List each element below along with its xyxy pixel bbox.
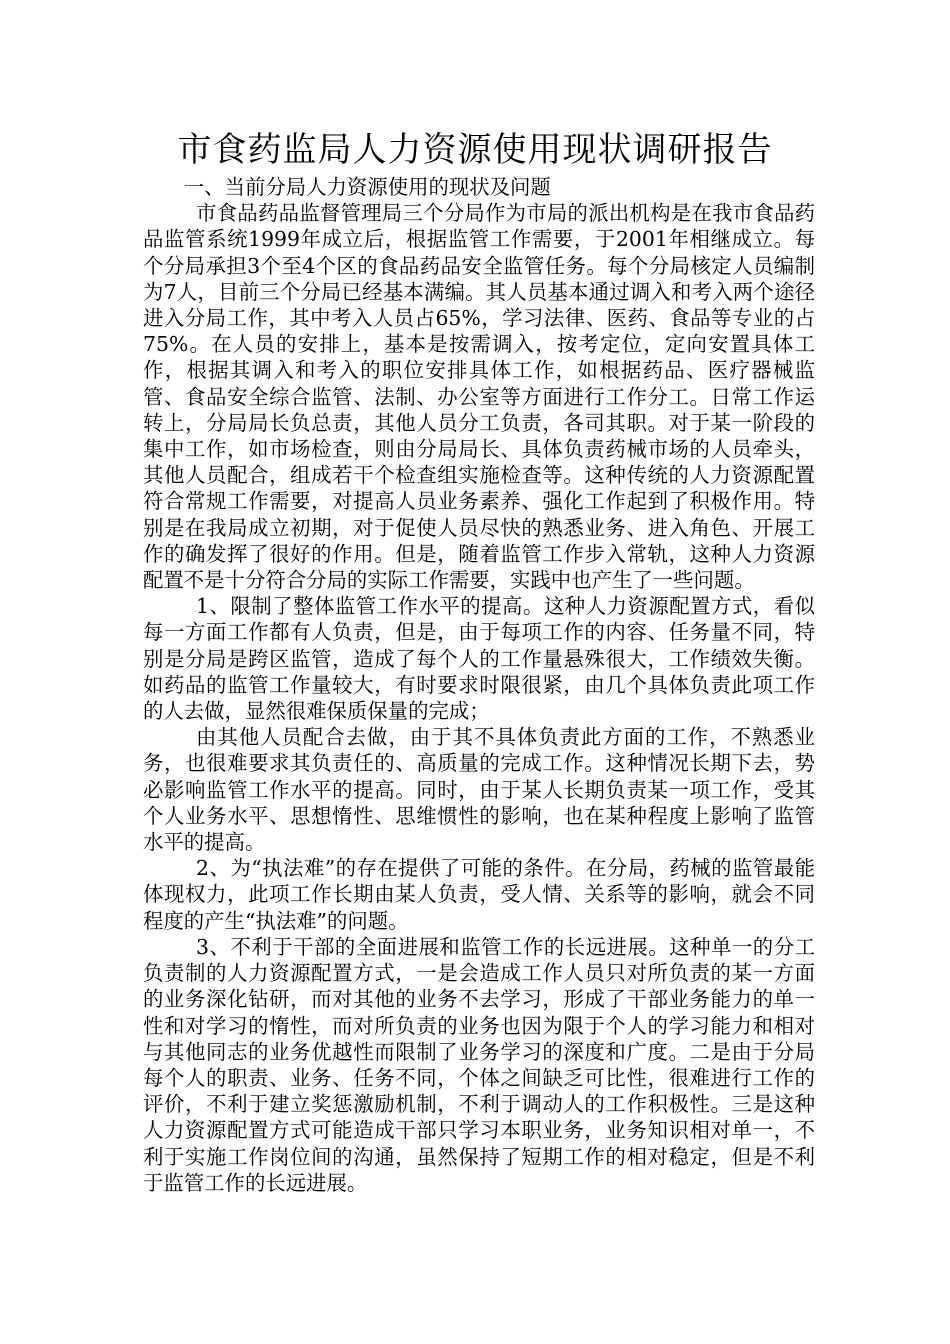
paragraph-status-overview: 市食品药品监督管理局三个分局作为市局的派出机构是在我市食品药品监管系统1999年成立后，根据监管工作需要，于2001年相继成立。每个分局承担3个至4个区的食品药品安全监管任务。每个分局核定人员编制为7人，目前三个分局已经基本满编。其人员基本通过调入和考入两个途径进入分局工作，其中考入人员占65%，学习法律、医药、食品等专业的占75%。在人员的安排上，基本是按需调入，按考定位，定向安置具体工作，根据其调入和考入的职位安排具体工作，如根据药品、医疗器械监管、食品安全综合监管、法制、办公室等方面进行工作分工。日常工作运转上，分局局长负总责，其他人员分工负责，各司其职。对于某一阶段的集中工作，如市场检查，则由分局局长、具体负责药械市场的人员牵头，其他人员配合，组成若干个检查组实施检查等。这种传统的人力资源配置符合常规工作需要，对提高人员业务素养、强化工作起到了积极作用。特别是在我局成立初期，对于促使人员尽快的熟悉业务、进入角色、开展工作的确发挥了很好的作用。但是，随着监管工作步入常轨，这种人力资源配置不是十分符合分局的实际工作需要，实践中也产生了一些问题。 <box>143 201 815 593</box>
section-heading: 一、当前分局人力资源使用的现状及问题 <box>183 175 551 199</box>
document-body <box>143 174 815 1196</box>
document-title: 市食药监局人力资源使用现状调研报告 <box>177 130 773 170</box>
paragraph-problem-2: 2、为“执法难”的存在提供了可能的条件。在分局，药械的监管最能体现权力，此项工作长期由某人负责，受人情、关系等的影响，就会不同程度的产生“执法难”的问题。 <box>143 856 815 933</box>
paragraph-problem-1-continued: 由其他人员配合去做，由于其不具体负责此方面的工作，不熟悉业务，也很难要求其负责任的、高质量的完成工作。这种情况长期下去，势必影响监管工作水平的提高。同时，由于某人长期负责某一项工作，受其个人业务水平、思想惰性、思维惯性的影响，也在某种程度上影响了监管水平的提高。 <box>143 725 815 855</box>
paragraph-problem-1: 1、限制了整体监管工作水平的提高。这种人力资源配置方式，看似每一方面工作都有人负责，但是，由于每项工作的内容、任务量不同，特别是分局是跨区监管，造成了每个人的工作量悬殊很大，工作绩效失衡。如药品的监管工作量较大，有时要求时限很紧，由几个具体负责此项工作的人去做，显然很难保质保量的完成； <box>143 594 815 724</box>
paragraph-problem-3: 3、不利于干部的全面进展和监管工作的长远进展。这种单一的分工负责制的人力资源配置方式，一是会造成工作人员只对所负责的某一方面的业务深化钻研，而对其他的业务不去学习，形成了干部业务能力的单一性和对学习的惰性，而对所负责的业务也因为限于个人的学习能力和相对与其他同志的业务优越性而限制了业务学习的深度和广度。二是由于分局每个人的职责、业务、任务不同，个体之间缺乏可比性，很难进行工作的评价，不利于建立奖惩激励机制，不利于调动人的工作积极性。三是这种人力资源配置方式可能造成干部只学习本职业务，业务知识相对单一，不利于实施工作岗位间的沟通，虽然保持了短期工作的相对稳定，但是不利于监管工作的长远进展。 <box>143 934 815 1195</box>
